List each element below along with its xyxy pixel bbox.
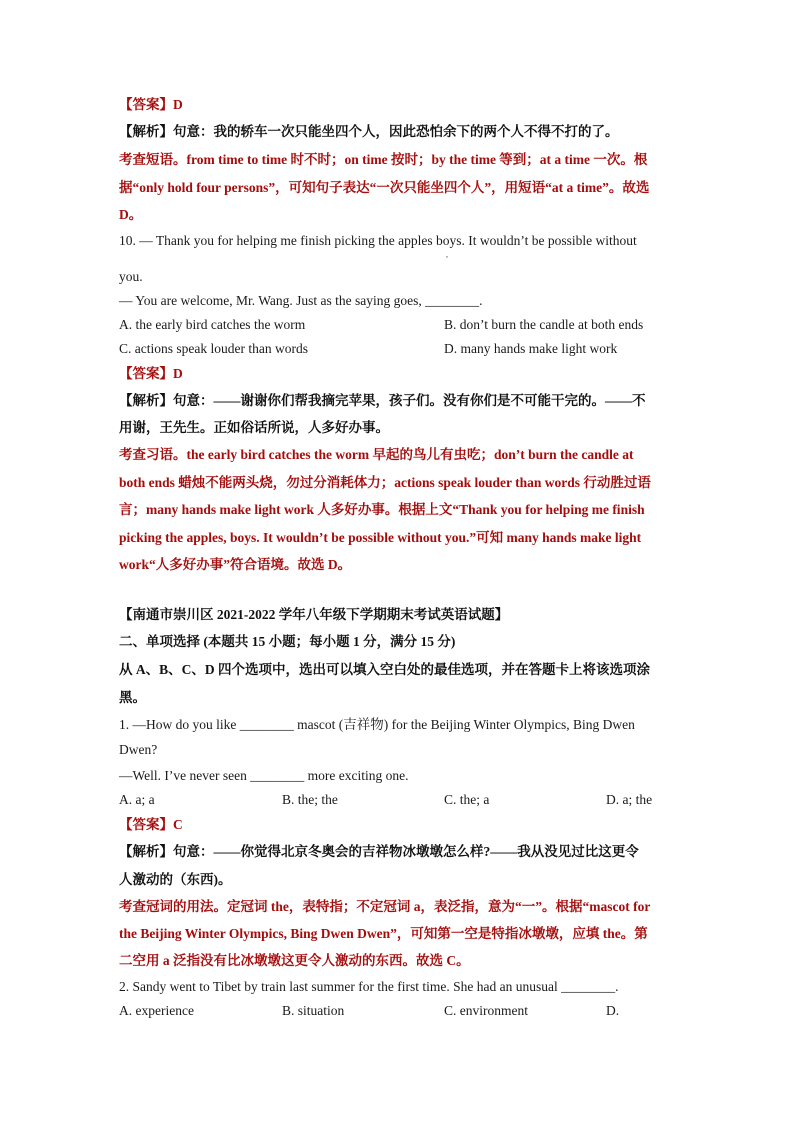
option-c: C. environment	[444, 1003, 528, 1018]
analysis-text: 人激动的（东西)。	[119, 872, 232, 887]
explanation-line: 言；many hands make light work 人多好办事。根据上文“Thank you for helping me finish	[119, 502, 645, 517]
question-stem: 10. — Thank you for helping me finish picking the apples boys. It wouldn’t be possible without	[119, 233, 637, 248]
option-d: D. a; the	[606, 792, 653, 807]
section-instructions: 黑。	[119, 690, 146, 705]
analysis-text: 【解析】句意：——谢谢你们帮我摘完苹果，孩子们。没有你们是不可能干完的。——不	[119, 393, 646, 408]
explanation-line: work“人多好办事”符合语境。故选 D。	[119, 557, 352, 572]
option-c: C. actions speak louder than words	[119, 341, 308, 356]
question-stem: —Well. I’ve never seen ________ more exciting one.	[119, 768, 409, 783]
question-stem: 2. Sandy went to Tibet by train last summer for the first time. She had an unusual ________.	[119, 979, 619, 994]
explanation-line: 据“only hold four persons”，可知句子表达“一次只能坐四个人”，用短语“at a time”。故选	[119, 180, 650, 195]
explanation-line: the Beijing Winter Olympics, Bing Dwen Dwen”，可知第一空是特指冰墩墩，应填 the。第	[119, 926, 648, 941]
option-d: D.	[606, 1003, 620, 1018]
explanation-line: 考查习语。the early bird catches the worm 早起的鸟儿有虫吃；don’t burn the candle at	[119, 447, 634, 462]
option-b: B. situation	[282, 1003, 345, 1018]
option-b: B. the; the	[282, 792, 338, 807]
stray-mark: ,	[446, 250, 448, 259]
option-d: D. many hands make light work	[444, 341, 618, 356]
explanation-line: 考查短语。from time to time 时不时；on time 按时；by the time 等到；at a time 一次。根	[119, 152, 648, 167]
exam-source-title: 【南通市崇川区 2021-2022 学年八年级下学期期末考试英语试题】	[119, 607, 509, 622]
answer-label: 【答案】D	[119, 366, 183, 381]
option-c: C. the; a	[444, 792, 490, 807]
answer-label: 【答案】C	[119, 817, 183, 832]
analysis-text: 用谢，王先生。正如俗话所说，人多好办事。	[119, 420, 389, 435]
explanation-line: 考查冠词的用法。定冠词 the，表特指；不定冠词 a，表泛指，意为“一”。根据“mascot for	[119, 899, 651, 914]
analysis-text: 【解析】句意：我的轿车一次只能坐四个人，因此恐怕余下的两个人不得不打的了。	[119, 124, 619, 139]
option-a: A. the early bird catches the worm	[119, 317, 306, 332]
explanation-line: both ends 蜡烛不能两头烧，勿过分消耗体力；actions speak louder than words 行动胜过语	[119, 475, 651, 490]
explanation-line: picking the apples, boys. It wouldn’t be possible without you.”可知 many hands make light	[119, 530, 642, 545]
question-stem: — You are welcome, Mr. Wang. Just as the saying goes, ________.	[119, 293, 483, 308]
section-instructions: 从 A、B、C、D 四个选项中，选出可以填入空白处的最佳选项，并在答题卡上将该选项涂	[119, 662, 651, 677]
answer-label: 【答案】D	[119, 97, 183, 112]
option-a: A. a; a	[119, 792, 155, 807]
option-a: A. experience	[119, 1003, 194, 1018]
option-b: B. don’t burn the candle at both ends	[444, 317, 644, 332]
question-stem: you.	[119, 269, 143, 284]
question-stem: Dwen?	[119, 742, 158, 757]
analysis-text: 【解析】句意：——你觉得北京冬奥会的吉祥物冰墩墩怎么样?——我从没见过比这更令	[119, 844, 639, 859]
explanation-line: 二空用 a 泛指没有比冰墩墩这更令人激动的东西。故选 C。	[119, 953, 470, 968]
explanation-line: D。	[119, 207, 143, 222]
question-stem: 1. —How do you like ________ mascot (吉祥物) for the Beijing Winter Olympics, Bing Dwen	[119, 717, 635, 732]
section-heading: 二、单项选择 (本题共 15 小题；每小题 1 分，满分 15 分)	[119, 634, 456, 649]
